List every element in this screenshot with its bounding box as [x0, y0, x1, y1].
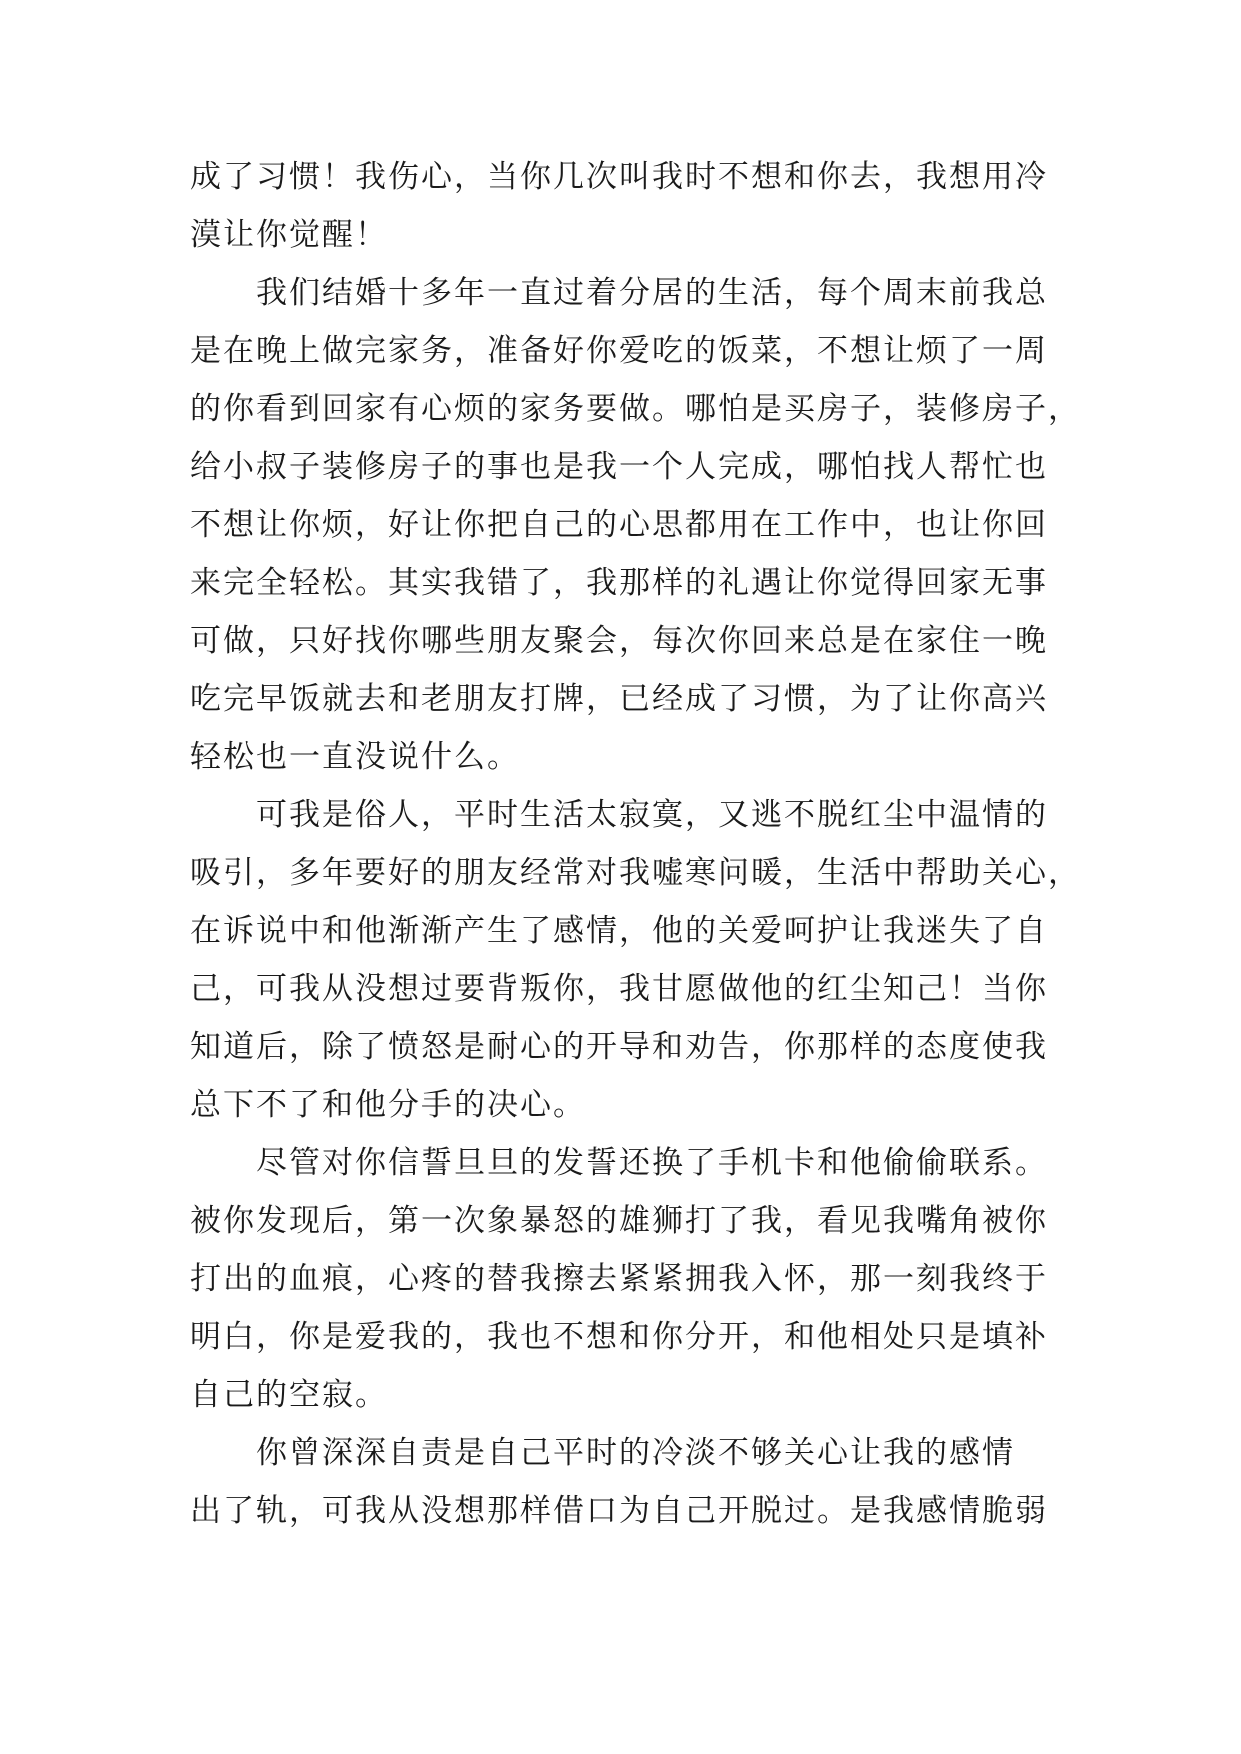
- text-line: 轻松也一直没说什么。: [190, 739, 520, 775]
- text-line: 自己的空寂。: [190, 1377, 388, 1413]
- text-line: 出了轨，可我从没想那样借口为自己开脱过。是我感情脆弱: [190, 1493, 1048, 1529]
- body-text: [190, 148, 1081, 1540]
- paragraph-start-line: 尽管对你信誓旦旦的发誓还换了手机卡和他偷偷联系。: [256, 1145, 1048, 1181]
- text-line: 知道后，除了愤怒是耐心的开导和劝告，你那样的态度使我: [190, 1029, 1048, 1065]
- text-line: 漠让你觉醒！: [190, 217, 388, 253]
- text-line: 是在晚上做完家务，准备好你爱吃的饭菜，不想让烦了一周: [190, 333, 1048, 369]
- text-line: 己，可我从没想过要背叛你，我甘愿做他的红尘知己！当你: [190, 971, 1048, 1007]
- text-line: 不想让你烦，好让你把自己的心思都用在工作中，也让你回: [190, 507, 1048, 543]
- text-line: 成了习惯！我伤心，当你几次叫我时不想和你去，我想用冷: [190, 159, 1048, 195]
- text-line: 的你看到回家有心烦的家务要做。哪怕是买房子，装修房子，: [190, 391, 1081, 427]
- text-line: 明白，你是爱我的，我也不想和你分开，和他相处只是填补: [190, 1319, 1048, 1355]
- text-line: 吃完早饭就去和老朋友打牌，已经成了习惯，为了让你高兴: [190, 681, 1048, 717]
- text-line: 给小叔子装修房子的事也是我一个人完成，哪怕找人帮忙也: [190, 449, 1048, 485]
- paragraph-start-line: 你曾深深自责是自己平时的冷淡不够关心让我的感情: [256, 1435, 1015, 1471]
- text-line: 来完全轻松。其实我错了，我那样的礼遇让你觉得回家无事: [190, 565, 1048, 601]
- text-line: 吸引，多年要好的朋友经常对我嘘寒问暖，生活中帮助关心，: [190, 855, 1081, 891]
- paragraph-start-line: 我们结婚十多年一直过着分居的生活，每个周末前我总: [256, 275, 1048, 311]
- paragraph-start-line: 可我是俗人，平时生活太寂寞，又逃不脱红尘中温情的: [256, 797, 1048, 833]
- text-line: 总下不了和他分手的决心。: [190, 1087, 586, 1123]
- text-line: 在诉说中和他渐渐产生了感情，他的关爱呵护让我迷失了自: [190, 913, 1048, 949]
- text-line: 打出的血痕，心疼的替我擦去紧紧拥我入怀，那一刻我终于: [190, 1261, 1048, 1297]
- text-line: 可做，只好找你哪些朋友聚会，每次你回来总是在家住一晚: [190, 623, 1048, 659]
- text-line: 被你发现后，第一次象暴怒的雄狮打了我，看见我嘴角被你: [190, 1203, 1048, 1239]
